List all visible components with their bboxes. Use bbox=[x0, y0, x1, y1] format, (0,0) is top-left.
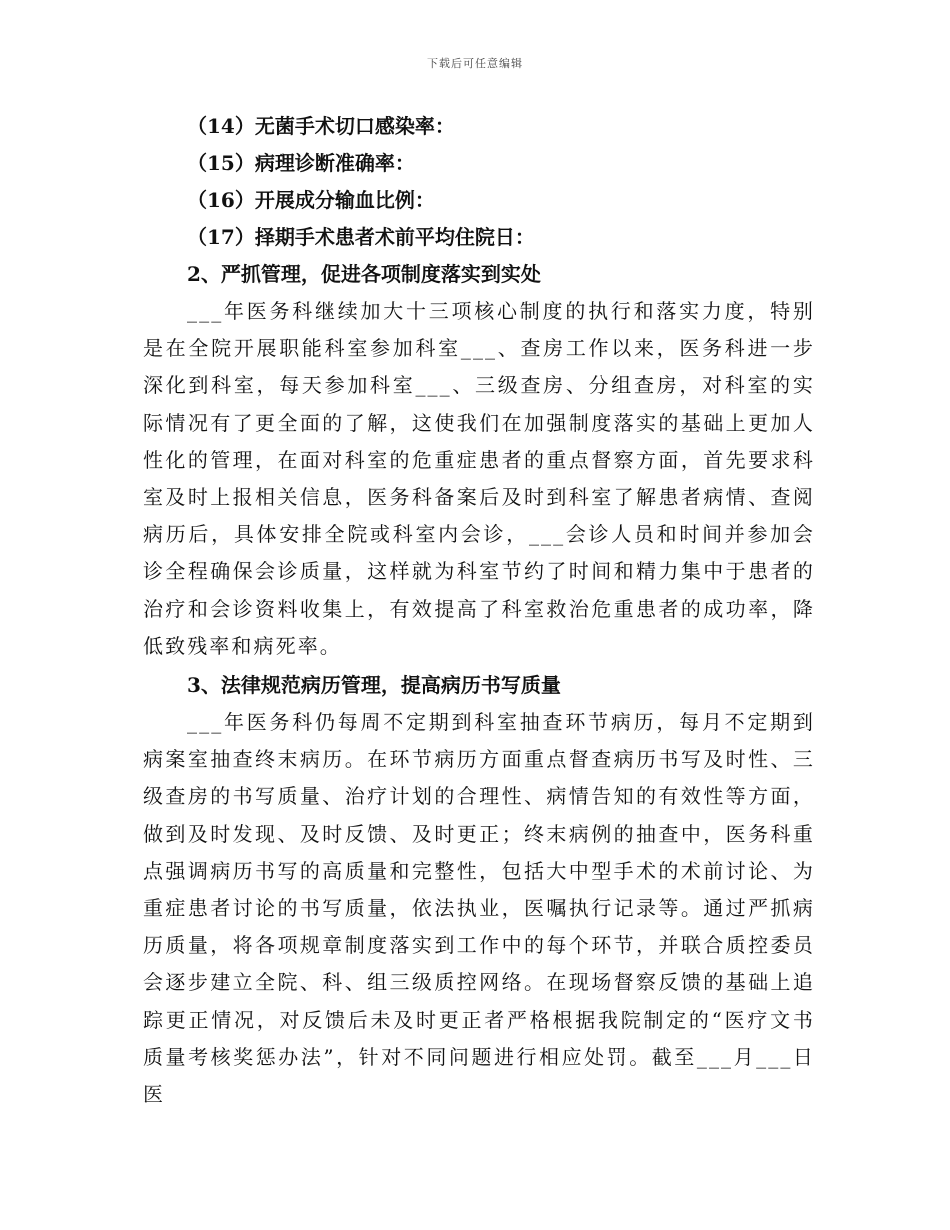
section-2-heading: 2、严抓管理，促进各项制度落实到实处 bbox=[187, 262, 541, 286]
section-3-paragraph bbox=[143, 704, 815, 1113]
section-3-heading: 3、法律规范病历管理，提高病历书写质量 bbox=[187, 673, 561, 698]
document-body bbox=[143, 108, 815, 1113]
section-3-text: ___年医务科仍每周不定期到科室抽查环节病历，每月不定期到病案室抽查终末病历。在环节病历方面重点督查病历书写及时性、三级查房的书写质量、治疗计划的合理性、病情告知的有效性等方面，做到及时发现、及时反馈、及时更正；终末病例的抽查中，医务科重点强调病历书写的高质量和完整性，包括大中型手术的术前讨论、为重症患者讨论的书写质量，依法执业，医嘱执行记录等。通过严抓病历质量，将各项规章制度落实到工作中的每个环节，并联合质控委员会逐步建立全院、科、组三级质控网络。在现场督察反馈的基础上追踪更正情况，对反馈后未及时更正者严格根据我院制定的“医疗文书质量考核奖惩办法”，针对不同问题进行相应处罚。截至___月___日医 bbox=[143, 710, 815, 1107]
section-2-paragraph bbox=[143, 293, 815, 665]
list-item-16: （16）开展成分输血比例： bbox=[187, 188, 435, 212]
list-item-15: （15）病理诊断准确率： bbox=[187, 151, 415, 175]
section-2-text: ___年医务科继续加大十三项核心制度的执行和落实力度，特别是在全院开展职能科室参加科室___、查房工作以来，医务科进一步深化到科室，每天参加科室___、三级查房、分组查房，对科室的实际情况有了更全面的了解，这使我们在加强制度落实的基础上更加人性化的管理，在面对科室的危重症患者的重点督察方面，首先要求科室及时上报相关信息，医务科备案后及时到科室了解患者病情、查阅病历后，具体安排全院或科室内会诊，___会诊人员和时间并参加会诊全程确保会诊质量，这样就为科室节约了时间和精力集中于患者的治疗和会诊资料收集上，有效提高了科室救治危重患者的成功率，降低致残率和病死率。 bbox=[143, 299, 815, 658]
header-note: 下载后可任意编辑 bbox=[427, 57, 523, 70]
list-item-17: （17）择期手术患者术前平均住院日： bbox=[187, 225, 535, 249]
list-item-14: （14）无菌手术切口感染率： bbox=[187, 114, 455, 138]
